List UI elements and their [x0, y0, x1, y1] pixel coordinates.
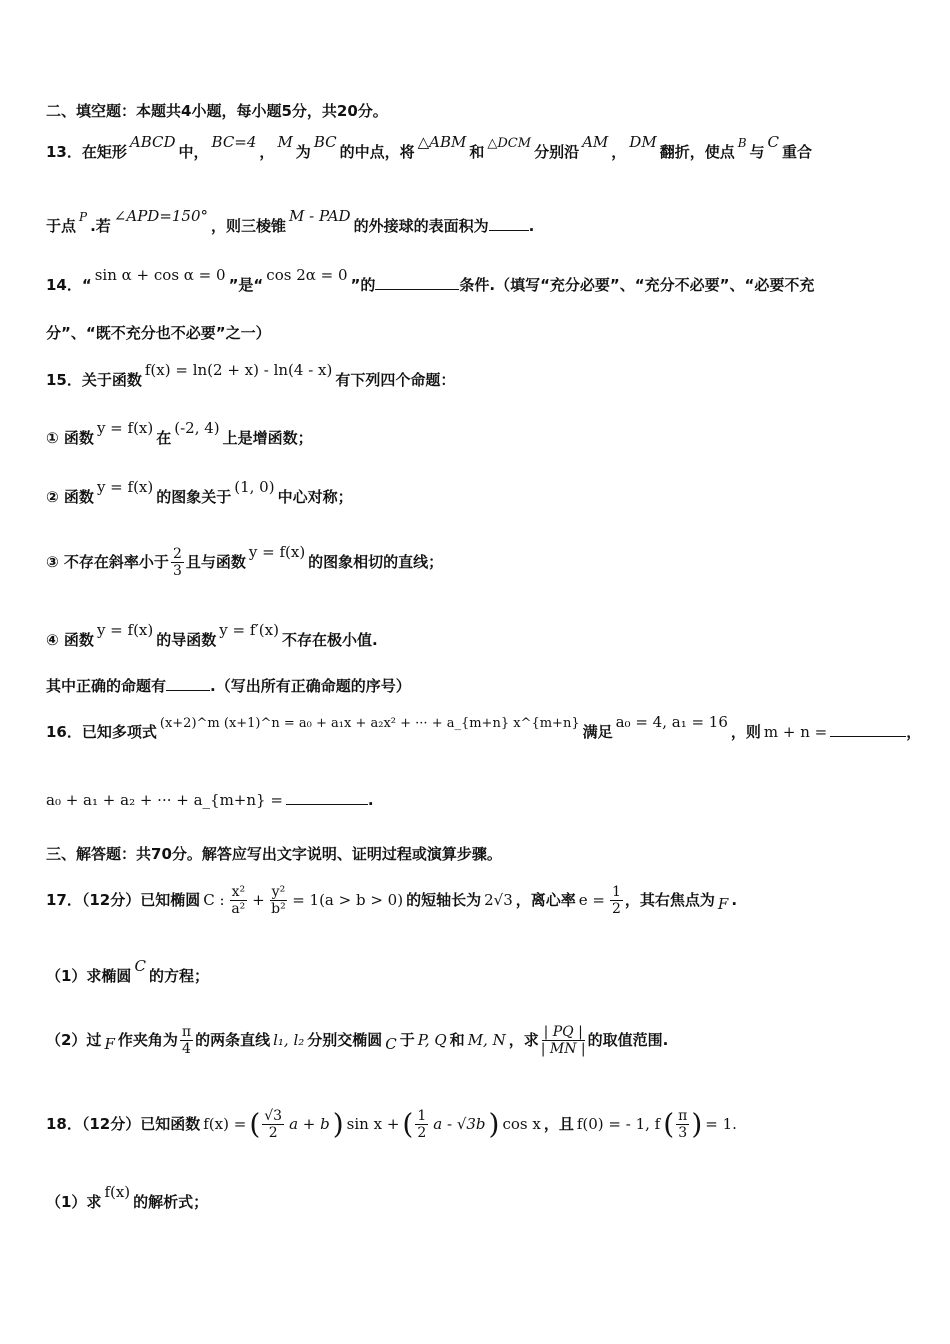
q13-text: ，: [611, 143, 627, 161]
q16-polynomial: (x+2)^m (x+1)^n = a₀ + a₁x + a₂x² + ··· + a_{m+n} x^{m+n}: [159, 716, 580, 731]
left-paren-icon: (: [402, 1107, 414, 1141]
q13-c: C: [767, 133, 780, 151]
q13-text: 的中点，将: [339, 143, 415, 161]
q13-abm: △ABM: [417, 133, 467, 151]
question-15-stem: [46, 361, 456, 390]
q16-text: 满足: [582, 723, 613, 741]
q13-number: 13．在矩形: [46, 143, 127, 161]
q13-m: M: [277, 133, 293, 151]
question-18-stem: [46, 1108, 740, 1141]
q16-text: .: [367, 791, 374, 809]
section-2-header: 二、填空题：本题共4小题，每小题5分，共20分。: [46, 102, 388, 120]
q18-sinx: sin x +: [346, 1115, 400, 1133]
fraction-numerator: x²: [231, 884, 246, 900]
q17-text: 分别交椭圆: [307, 1031, 383, 1049]
q17-axis-length: 2√3: [484, 891, 513, 909]
q13-text: .若: [90, 217, 111, 235]
answer-blank: [375, 275, 459, 290]
q17-focus: F: [717, 895, 729, 913]
q13-text: 于点: [46, 217, 77, 235]
q18-sub-1: [46, 1183, 209, 1212]
q15-text: 且与函数: [185, 553, 246, 571]
q13-rect: ABCD: [129, 133, 176, 151]
q16-text: ，: [906, 723, 922, 741]
q17-e-fraction: [610, 884, 623, 917]
q18-number: 18．（12分）已知函数: [46, 1115, 201, 1133]
q13-bc: BC=4: [211, 133, 257, 151]
fraction-denominator: 3: [678, 1125, 688, 1141]
q15-text: 其中正确的命题有: [46, 677, 167, 695]
q18-cosx: cos x: [502, 1115, 541, 1133]
answer-blank: [489, 216, 529, 231]
fraction-denominator: 2: [611, 901, 621, 917]
q15-text: 的图象关于: [156, 488, 232, 506]
q15-text: 在: [156, 429, 172, 447]
q14-expr-2: cos 2α = 0: [266, 266, 348, 284]
q14-quote: ”是“: [228, 276, 264, 294]
q16-sum: a₀ + a₁ + a₂ + ··· + a_{m+n} =: [46, 791, 283, 809]
question-16-line-2: [46, 790, 374, 810]
question-17-stem: [46, 884, 737, 917]
q15-text: ③ 不存在斜率小于: [46, 553, 169, 571]
answer-blank: [830, 722, 906, 737]
q15-interval: (-2, 4): [174, 419, 220, 437]
q14-quote: ”的: [350, 276, 376, 294]
q15-proposition-4: [46, 621, 378, 650]
q18-text: 的解析式；: [133, 1193, 209, 1211]
fraction-denominator: 2: [268, 1125, 278, 1141]
q15-answer-line: [46, 676, 411, 696]
q15-fx: y = f(x): [96, 621, 154, 639]
q17-text: 和: [449, 1031, 465, 1049]
q13-b: B: [737, 136, 747, 150]
q18-fx: f(x): [104, 1183, 131, 1201]
q15-fx: y = f(x): [96, 419, 154, 437]
q17-text: （1）求椭圆: [46, 967, 132, 985]
fraction-numerator: √3: [264, 1108, 283, 1124]
q17-x-fraction: [230, 884, 248, 917]
q15-fx: y = f(x): [248, 543, 306, 561]
q17-text: （2）过: [46, 1031, 102, 1049]
left-paren-icon: (: [249, 1107, 261, 1141]
question-16-line-1: [46, 713, 922, 744]
q18-eq1: = 1.: [705, 1115, 737, 1133]
q15-fraction: [171, 546, 184, 579]
fraction-numerator: 2: [172, 546, 182, 562]
q17-eccentricity: e =: [578, 891, 605, 909]
q15-text: 中心对称；: [277, 488, 353, 506]
q14-number: 14．: [46, 276, 82, 294]
q17-c-label: C :: [203, 891, 225, 909]
fraction-numerator: π: [678, 1108, 688, 1124]
q17-f: F: [104, 1035, 115, 1053]
q17-text: ，离心率: [515, 891, 576, 909]
q15-text: .（写出所有正确命题的序号）: [210, 677, 411, 695]
q13-am: AM: [582, 133, 609, 151]
q13-text: ，则三棱锥: [211, 217, 287, 235]
q17-text: 作夹角为: [117, 1031, 178, 1049]
q15-text: ④ 函数: [46, 631, 94, 649]
q17-pi-fraction: [180, 1024, 193, 1057]
fraction-denominator: 4: [182, 1041, 191, 1057]
q17-sub-1: [46, 957, 209, 986]
q17-sub-2: [46, 1024, 668, 1057]
q13-text: 和: [469, 143, 485, 161]
q18-fx: f(x) =: [203, 1115, 247, 1133]
q18-pi-fraction: [676, 1108, 689, 1141]
fraction-numerator: 1: [611, 884, 621, 900]
q16-m-plus-n: m + n =: [763, 723, 828, 741]
q13-text: 分别沿: [534, 143, 580, 161]
q13-p: P: [79, 210, 88, 224]
right-paren-icon: ): [332, 1107, 344, 1141]
q18-sqrt3-fraction: [262, 1108, 284, 1141]
q15-text: 有下列四个命题：: [335, 371, 456, 389]
question-14-line-2: 分”、“既不充分也不必要”之一）: [46, 324, 271, 342]
fraction-numerator: y²: [271, 884, 286, 900]
q17-text: .: [731, 891, 738, 909]
q13-dcm: △DCM: [487, 136, 532, 151]
q17-c: C: [385, 1035, 397, 1053]
q16-number: 16．已知多项式: [46, 723, 157, 741]
left-paren-icon: (: [663, 1107, 675, 1141]
q15-point: (1, 0): [234, 478, 275, 496]
fraction-denominator: 3: [172, 563, 182, 579]
q15-text: 的导函数: [156, 631, 217, 649]
q13-dm: DM: [629, 133, 657, 151]
q17-number: 17．（12分）已知椭圆: [46, 891, 201, 909]
question-13-line-1: [46, 133, 813, 164]
q15-fx: y = f(x): [96, 478, 154, 496]
q13-text: 与: [749, 143, 765, 161]
q17-pq: P, Q: [417, 1031, 447, 1049]
q17-lines: l₁, l₂: [273, 1031, 305, 1049]
q15-proposition-1: [46, 419, 313, 448]
fraction-numerator: | PQ |: [543, 1024, 583, 1040]
q17-plus: +: [252, 891, 265, 909]
q15-number: 15．关于函数: [46, 371, 142, 389]
q15-text: ① 函数: [46, 429, 94, 447]
q16-text: ，则: [730, 723, 761, 741]
q17-text: ，其右焦点为: [624, 891, 715, 909]
q15-fprime: y = f′(x): [219, 621, 279, 639]
q15-text: ② 函数: [46, 488, 94, 506]
q17-text: 的两条直线: [195, 1031, 271, 1049]
q15-proposition-2: [46, 478, 353, 507]
q17-ratio-fraction: [541, 1024, 586, 1057]
q13-pyramid: M - PAD: [289, 207, 351, 225]
q17-equation-tail: = 1(a > b > 0): [292, 891, 404, 909]
q14-expr-1: sin α + cos α = 0: [94, 266, 226, 284]
q18-half-fraction: [415, 1108, 428, 1141]
q18-text: ，且: [543, 1115, 574, 1133]
fraction-numerator: π: [181, 1024, 192, 1040]
fraction-numerator: 1: [417, 1108, 427, 1124]
q13-text: 中，: [178, 143, 209, 161]
fraction-denominator: b²: [271, 901, 286, 917]
q17-c: C: [134, 957, 146, 975]
q13-text: 重合: [782, 143, 813, 161]
q13-bc-seg: BC: [313, 133, 337, 151]
q16-condition: a₀ = 4, a₁ = 16: [615, 713, 728, 731]
q14-text: 条件.（填写“充分必要”、“充分不必要”、“必要不充: [459, 276, 815, 294]
q17-text: 于: [399, 1031, 415, 1049]
q13-text: 为: [295, 143, 311, 161]
right-paren-icon: ): [691, 1107, 703, 1141]
question-13-line-2: [46, 207, 535, 237]
q18-ab: a + b: [289, 1115, 330, 1133]
right-paren-icon: ): [488, 1107, 500, 1141]
q15-text: 的图象相切的直线；: [308, 553, 444, 571]
q15-text: 不存在极小值.: [281, 631, 378, 649]
q13-text: 的外接球的表面积为: [353, 217, 489, 235]
section-3-header: 三、解答题：共70分。解答应写出文字说明、证明过程或演算步骤。: [46, 845, 502, 863]
q13-text: ，: [259, 143, 275, 161]
q15-function: f(x) = ln(2 + x) - ln(4 - x): [144, 361, 333, 379]
q13-angle: ∠APD=150°: [113, 207, 209, 225]
question-14-line-1: [46, 266, 815, 295]
q18-ab2: a - √3b: [433, 1115, 486, 1133]
q13-text: .: [528, 217, 535, 235]
fraction-denominator: | MN |: [540, 1041, 586, 1057]
q17-text: ，求: [508, 1031, 539, 1049]
q18-text: （1）求: [46, 1193, 102, 1211]
q17-mn: M, N: [467, 1031, 506, 1049]
q17-y-fraction: [270, 884, 288, 917]
q14-quote: “: [81, 276, 92, 294]
q18-condition: f(0) = - 1, f: [576, 1115, 661, 1133]
fraction-denominator: a²: [231, 901, 246, 917]
answer-blank: [166, 676, 210, 691]
q17-text: 的取值范围.: [587, 1031, 669, 1049]
q17-text: 的方程；: [148, 967, 209, 985]
q15-proposition-3: [46, 543, 444, 579]
q17-text: 的短轴长为: [406, 891, 482, 909]
answer-blank: [286, 790, 368, 805]
fraction-denominator: 2: [417, 1125, 427, 1141]
q15-text: 上是增函数；: [222, 429, 313, 447]
q13-text: 翻折，使点: [659, 143, 735, 161]
